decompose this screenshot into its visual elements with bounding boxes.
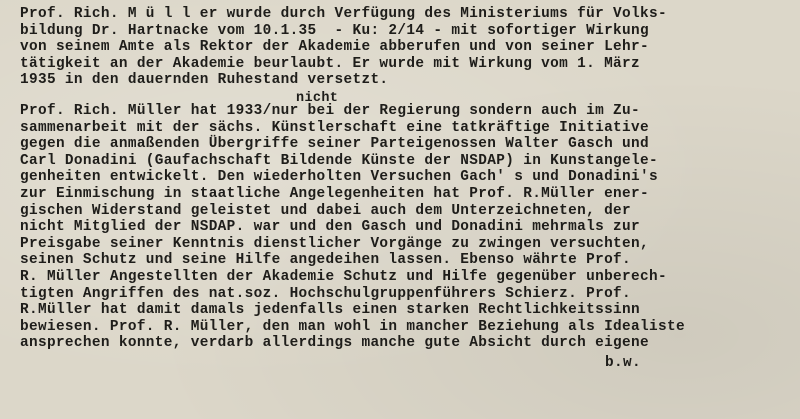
interlinear-insertion-row [20,89,800,106]
text-line: 1935 in den dauernden Ruhestand versetzt. [20,72,389,89]
text-line: Carl Donadini (Gaufachschaft Bildende Künste der NSDAP) in Kunstangele- [20,152,658,169]
text-line: nicht Mitglied der NSDAP. war und den Gasch und Donadini mehrmals zur [20,219,641,236]
text-line: Preisgabe seiner Kenntnis dienstlicher Vorgänge zu zwingen versuchten, [20,235,650,252]
text-line: seinen Schutz und seine Hilfe angedeihen lassen. Ebenso währte Prof. [20,252,632,269]
text-line: zur Einmischung in staatliche Angelegenheiten hat Prof. R.Müller ener- [20,185,650,202]
text-line: bildung Dr. Hartnacke vom 10.1.35 - Ku: 2/14 - mit sofortiger Wirkung [20,22,650,39]
interlinear-insertion: nicht [296,90,339,106]
text-line: gischen Widerstand geleistet und dabei auch dem Unterzeichneten, der [20,202,632,219]
text-line: gegen die anmaßenden Übergriffe seiner Parteigenossen Walter Gasch und [20,136,650,153]
paragraph-dismissal [20,6,800,89]
text-line: genheiten entwickelt. Den wiederholten Versuchen Gach' s und Donadini's [20,169,658,186]
text-line: R. Müller Angestellten der Akademie Schutz und Hilfe gegenüber unberech- [20,268,667,285]
text-line: ansprechen konnte, verdarb allerdings manche gute Absicht durch eigene [20,335,650,352]
text-line: R.Müller hat damit damals jedenfalls einen starken Rechtlichkeitssinn [20,302,641,319]
text-line: sammenarbeit mit der sächs. Künstlerschaft eine tatkräftige Initiative [20,119,650,136]
text-line: tätigkeit an der Akademie beurlaubt. Er wurde mit Wirkung vom 1. März [20,55,641,72]
page-turn-note: b.w. [605,354,641,371]
text-line: bewiesen. Prof. R. Müller, den man wohl in mancher Beziehung als Idealiste [20,318,685,335]
text-line: Prof. Rich. M ü l l er wurde durch Verfügung des Ministeriums für Volks- [20,6,667,22]
typewritten-text [20,6,800,371]
text-line: von seinem Amte als Rektor der Akademie abberufen und von seiner Lehr- [20,39,650,56]
text-line: Prof. Rich. Müller hat 1933/nur bei der Regierung sondern auch im Zu- [20,102,641,119]
paragraph-conduct [20,103,800,352]
text-line: tigten Angriffen des nat.soz. Hochschulgruppenführers Schierz. Prof. [20,285,632,302]
